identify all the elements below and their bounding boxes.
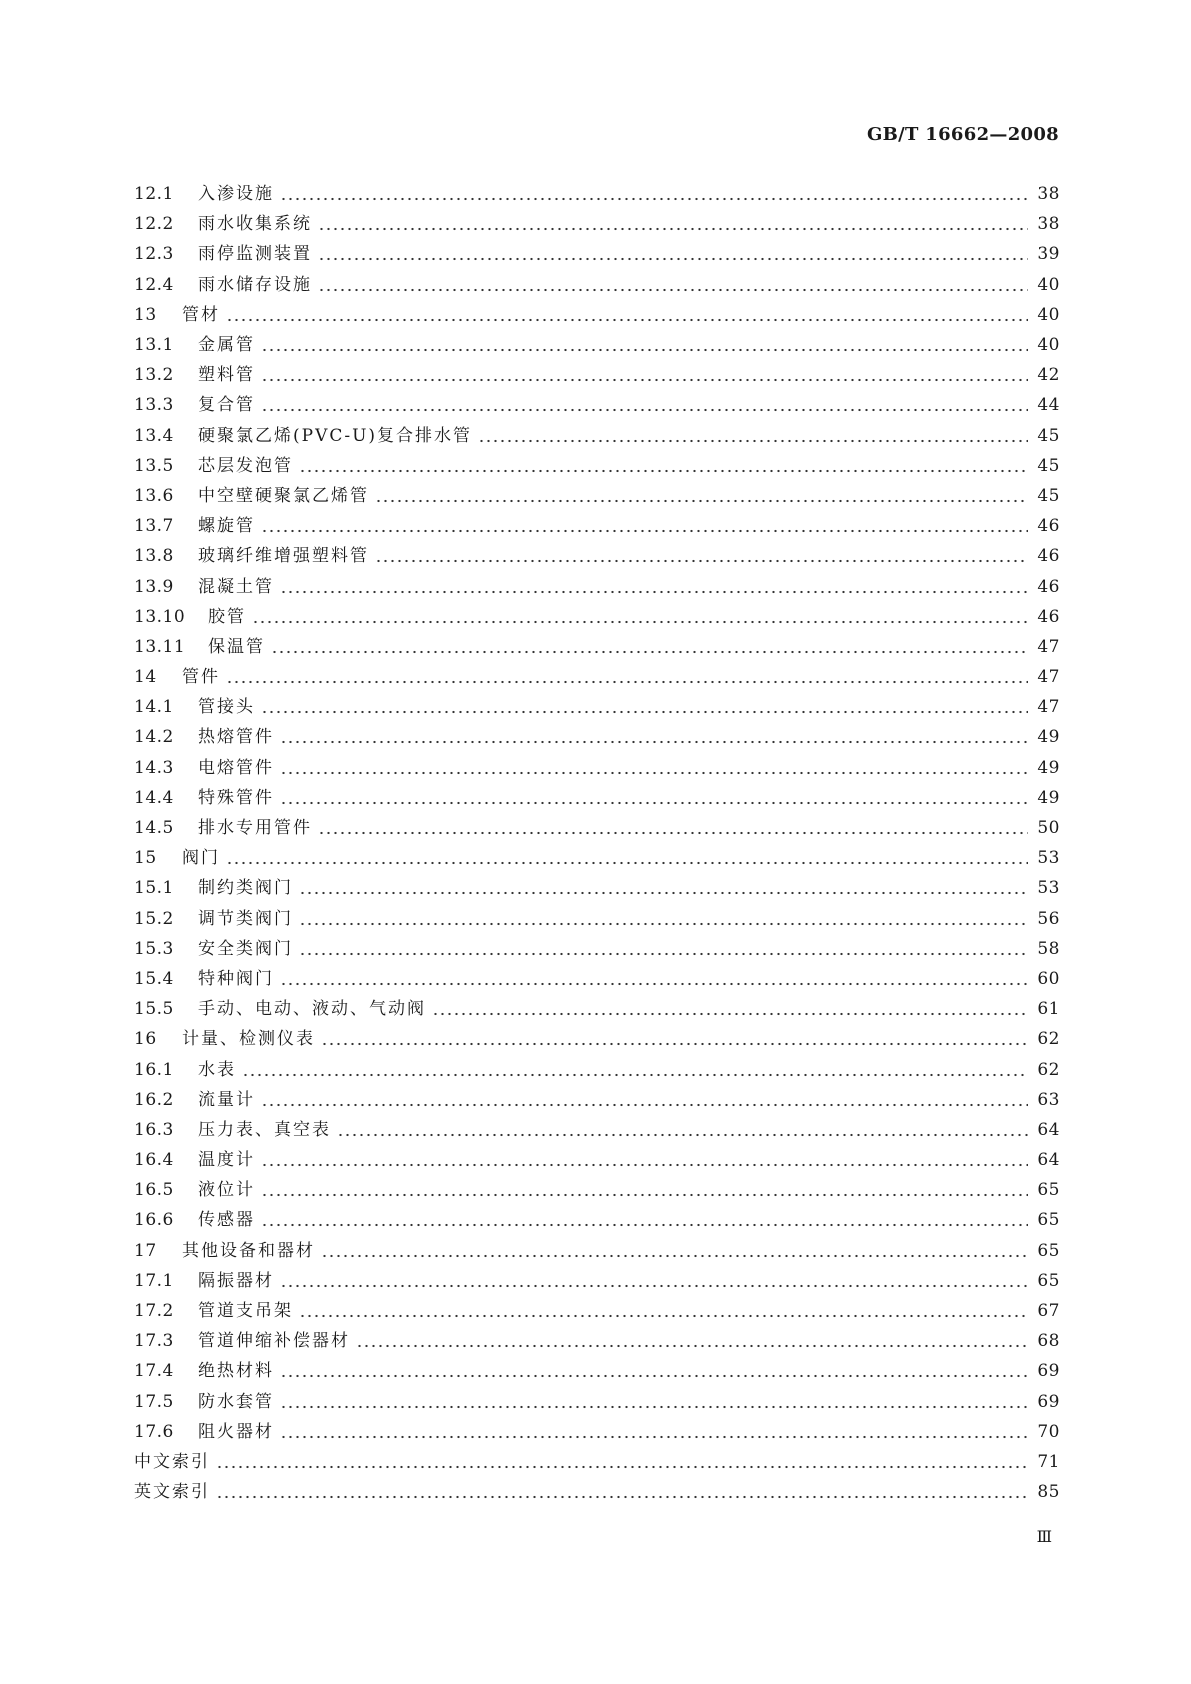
toc-dot-leader <box>261 348 1028 352</box>
toc-entry-title: 塑料管 <box>198 365 255 386</box>
toc-entry-page: 62 <box>1037 1059 1060 1080</box>
toc-dot-leader <box>280 1435 1028 1439</box>
toc-entry <box>134 1175 1060 1205</box>
toc-entry-number: 16.6 <box>134 1210 174 1231</box>
toc-entry-title: 阻火器材 <box>198 1421 274 1442</box>
toc-entry-number: 17.4 <box>134 1361 174 1382</box>
toc-entry-title: 金属管 <box>198 335 255 356</box>
toc-entry-title: 特种阀门 <box>198 968 274 989</box>
toc-entry <box>134 571 1060 601</box>
toc-entry-number: 15.5 <box>134 999 174 1020</box>
toc-entry-title: 手动、电动、液动、气动阀 <box>198 999 426 1020</box>
toc-entry <box>134 1115 1060 1145</box>
toc-entry-number: 16.5 <box>134 1180 174 1201</box>
toc-dot-leader <box>261 1103 1028 1107</box>
toc-entry <box>134 451 1060 481</box>
toc-entry-page: 69 <box>1037 1361 1060 1382</box>
toc-entry <box>134 1387 1060 1417</box>
toc-dot-leader <box>299 1314 1028 1318</box>
toc-entry-title: 调节类阀门 <box>198 908 293 929</box>
toc-dot-leader <box>216 1495 1028 1499</box>
table-of-contents <box>134 179 1060 1507</box>
toc-dot-leader <box>478 439 1028 443</box>
toc-entry-page: 71 <box>1037 1451 1060 1472</box>
toc-entry-number: 13.11 <box>134 636 186 657</box>
toc-entry-title: 阀门 <box>182 848 220 869</box>
toc-entry-page: 40 <box>1037 335 1060 356</box>
toc-entry-page: 64 <box>1037 1119 1060 1140</box>
toc-entry <box>134 783 1060 813</box>
toc-entry-title: 管道伸缩补偿器材 <box>198 1331 350 1352</box>
toc-entry-title: 胶管 <box>208 606 246 627</box>
toc-entry-number: 13.6 <box>134 485 174 506</box>
toc-entry-title: 制约类阀门 <box>198 878 293 899</box>
toc-dot-leader <box>216 1465 1028 1469</box>
toc-dot-leader <box>261 529 1028 533</box>
toc-dot-leader <box>318 257 1028 261</box>
toc-entry-page: 39 <box>1037 244 1060 265</box>
toc-entry-page: 69 <box>1037 1391 1060 1412</box>
toc-entry <box>134 270 1060 300</box>
toc-entry <box>134 602 1060 632</box>
toc-dot-leader <box>318 831 1028 835</box>
toc-entry-page: 45 <box>1037 455 1060 476</box>
toc-dot-leader <box>280 590 1028 594</box>
toc-entry-title: 管接头 <box>198 697 255 718</box>
standard-code-header: GB/T 16662—2008 <box>866 124 1059 145</box>
toc-dot-leader <box>271 650 1028 654</box>
toc-entry <box>134 1024 1060 1054</box>
toc-entry <box>134 934 1060 964</box>
toc-dot-leader <box>375 499 1028 503</box>
toc-dot-leader <box>299 469 1028 473</box>
toc-entry <box>134 360 1060 390</box>
toc-entry-number: 13.4 <box>134 425 174 446</box>
toc-entry <box>134 1326 1060 1356</box>
toc-entry <box>134 662 1060 692</box>
toc-dot-leader <box>337 1133 1028 1137</box>
toc-entry <box>134 481 1060 511</box>
toc-entry-page: 40 <box>1037 304 1060 325</box>
toc-entry-number: 16.4 <box>134 1150 174 1171</box>
toc-entry-title: 入渗设施 <box>198 184 274 205</box>
toc-entry <box>134 1356 1060 1386</box>
toc-dot-leader <box>356 1344 1028 1348</box>
toc-entry-page: 47 <box>1037 697 1060 718</box>
toc-dot-leader <box>318 288 1028 292</box>
toc-entry-page: 46 <box>1037 516 1060 537</box>
toc-entry-page: 61 <box>1037 999 1060 1020</box>
toc-entry <box>134 964 1060 994</box>
toc-entry-title: 温度计 <box>198 1150 255 1171</box>
toc-entry-title: 保温管 <box>208 636 265 657</box>
toc-entry-title: 混凝土管 <box>198 576 274 597</box>
toc-entry-number: 13.9 <box>134 576 174 597</box>
toc-entry-number: 14.5 <box>134 818 174 839</box>
toc-entry-number: 13.8 <box>134 546 174 567</box>
toc-entry <box>134 753 1060 783</box>
toc-entry-number: 14.2 <box>134 727 174 748</box>
toc-dot-leader <box>280 801 1028 805</box>
toc-entry-page: 45 <box>1037 485 1060 506</box>
toc-entry-title: 隔振器材 <box>198 1270 274 1291</box>
toc-entry-title: 计量、检测仪表 <box>182 1029 315 1050</box>
toc-entry-title: 硬聚氯乙烯(PVC-U)复合排水管 <box>198 425 473 446</box>
toc-entry-number: 13.1 <box>134 335 174 356</box>
toc-entry-title: 排水专用管件 <box>198 818 312 839</box>
toc-entry-number: 12.4 <box>134 274 174 295</box>
toc-entry-page: 60 <box>1037 968 1060 989</box>
toc-entry-page: 42 <box>1037 365 1060 386</box>
toc-entry-number: 14 <box>134 667 157 688</box>
toc-entry <box>134 179 1060 209</box>
toc-entry-number: 12.1 <box>134 184 174 205</box>
toc-entry-title: 安全类阀门 <box>198 938 293 959</box>
toc-entry <box>134 239 1060 269</box>
toc-entry-number: 17.6 <box>134 1421 174 1442</box>
toc-entry <box>134 692 1060 722</box>
toc-entry-number: 17.3 <box>134 1331 174 1352</box>
toc-entry <box>134 1236 1060 1266</box>
toc-entry <box>134 511 1060 541</box>
toc-entry-page: 40 <box>1037 274 1060 295</box>
toc-entry-number: 13 <box>134 304 157 325</box>
toc-entry-title: 电熔管件 <box>198 757 274 778</box>
toc-dot-leader <box>226 861 1028 865</box>
toc-entry <box>134 421 1060 451</box>
toc-entry-title: 复合管 <box>198 395 255 416</box>
toc-dot-leader <box>321 1254 1028 1258</box>
toc-entry-title: 特殊管件 <box>198 787 274 808</box>
toc-dot-leader <box>280 1374 1028 1378</box>
toc-entry-page: 63 <box>1037 1089 1060 1110</box>
toc-entry-title: 玻璃纤维增强塑料管 <box>198 546 369 567</box>
toc-entry-page: 53 <box>1037 848 1060 869</box>
toc-entry-number: 15.1 <box>134 878 174 899</box>
toc-entry-page: 65 <box>1037 1180 1060 1201</box>
toc-entry-page: 46 <box>1037 546 1060 567</box>
toc-entry-title: 绝热材料 <box>198 1361 274 1382</box>
toc-entry-page: 65 <box>1037 1240 1060 1261</box>
toc-entry-title: 雨水储存设施 <box>198 274 312 295</box>
toc-entry-page: 56 <box>1037 908 1060 929</box>
toc-dot-leader <box>299 891 1028 895</box>
toc-dot-leader <box>261 408 1028 412</box>
toc-entry-page: 50 <box>1037 818 1060 839</box>
toc-entry-title: 中空壁硬聚氯乙烯管 <box>198 485 369 506</box>
toc-entry-page: 53 <box>1037 878 1060 899</box>
toc-entry <box>134 1417 1060 1447</box>
toc-entry-number: 14.3 <box>134 757 174 778</box>
toc-entry-title: 压力表、真空表 <box>198 1119 331 1140</box>
toc-entry-number: 15.4 <box>134 968 174 989</box>
toc-entry-number: 16.3 <box>134 1119 174 1140</box>
toc-dot-leader <box>280 1405 1028 1409</box>
toc-entry <box>134 300 1060 330</box>
toc-entry-page: 70 <box>1037 1421 1060 1442</box>
toc-entry-page: 62 <box>1037 1029 1060 1050</box>
toc-entry-title: 螺旋管 <box>198 516 255 537</box>
toc-entry-page: 49 <box>1037 727 1060 748</box>
toc-entry-title: 管件 <box>182 667 220 688</box>
toc-dot-leader <box>252 620 1028 624</box>
toc-entry-title: 其他设备和器材 <box>182 1240 315 1261</box>
toc-entry-page: 67 <box>1037 1301 1060 1322</box>
toc-dot-leader <box>299 922 1028 926</box>
toc-entry-title: 芯层发泡管 <box>198 455 293 476</box>
toc-entry-title: 管道支吊架 <box>198 1301 293 1322</box>
toc-entry <box>134 330 1060 360</box>
toc-entry <box>134 904 1060 934</box>
toc-dot-leader <box>242 1073 1028 1077</box>
toc-entry-page: 49 <box>1037 757 1060 778</box>
toc-entry <box>134 1205 1060 1235</box>
toc-entry-number: 16.2 <box>134 1089 174 1110</box>
toc-entry-page: 47 <box>1037 667 1060 688</box>
toc-dot-leader <box>280 982 1028 986</box>
toc-entry-number: 13.10 <box>134 606 186 627</box>
toc-entry <box>134 873 1060 903</box>
toc-entry-number: 13.5 <box>134 455 174 476</box>
toc-dot-leader <box>299 952 1028 956</box>
toc-entry <box>134 1145 1060 1175</box>
toc-entry-number: 14.4 <box>134 787 174 808</box>
toc-entry <box>134 632 1060 662</box>
toc-entry-number: 17.2 <box>134 1301 174 1322</box>
toc-dot-leader <box>280 740 1028 744</box>
toc-entry-page: 46 <box>1037 606 1060 627</box>
toc-entry-page: 49 <box>1037 787 1060 808</box>
toc-entry <box>134 1266 1060 1296</box>
toc-entry-number: 13.3 <box>134 395 174 416</box>
toc-entry <box>134 722 1060 752</box>
toc-entry-title: 中文索引 <box>134 1451 210 1472</box>
toc-entry-number: 15.2 <box>134 908 174 929</box>
toc-entry <box>134 994 1060 1024</box>
toc-entry <box>134 1447 1060 1477</box>
toc-entry-page: 46 <box>1037 576 1060 597</box>
toc-dot-leader <box>261 710 1028 714</box>
toc-entry-title: 流量计 <box>198 1089 255 1110</box>
toc-entry-number: 16 <box>134 1029 157 1050</box>
toc-dot-leader <box>318 227 1028 231</box>
page-number-footer: Ⅲ <box>1036 1527 1052 1546</box>
toc-dot-leader <box>226 318 1028 322</box>
toc-entry-number: 17.1 <box>134 1270 174 1291</box>
toc-entry-page: 38 <box>1037 214 1060 235</box>
toc-dot-leader <box>261 378 1028 382</box>
toc-entry <box>134 813 1060 843</box>
toc-entry-title: 雨水收集系统 <box>198 214 312 235</box>
toc-entry <box>134 843 1060 873</box>
toc-entry-page: 68 <box>1037 1331 1060 1352</box>
toc-dot-leader <box>261 1193 1028 1197</box>
toc-entry-number: 12.2 <box>134 214 174 235</box>
toc-entry-number: 17.5 <box>134 1391 174 1412</box>
toc-entry-number: 17 <box>134 1240 157 1261</box>
toc-entry-number: 15.3 <box>134 938 174 959</box>
toc-dot-leader <box>261 1163 1028 1167</box>
toc-entry <box>134 209 1060 239</box>
toc-entry-number: 16.1 <box>134 1059 174 1080</box>
toc-dot-leader <box>321 1042 1028 1046</box>
toc-entry <box>134 541 1060 571</box>
toc-entry-page: 65 <box>1037 1210 1060 1231</box>
toc-entry-page: 45 <box>1037 425 1060 446</box>
toc-entry-page: 38 <box>1037 184 1060 205</box>
toc-entry <box>134 1477 1060 1507</box>
toc-entry-page: 58 <box>1037 938 1060 959</box>
toc-dot-leader <box>375 559 1028 563</box>
toc-dot-leader <box>280 771 1028 775</box>
toc-entry-number: 12.3 <box>134 244 174 265</box>
toc-dot-leader <box>432 1012 1028 1016</box>
toc-entry-number: 14.1 <box>134 697 174 718</box>
toc-entry <box>134 1085 1060 1115</box>
toc-entry-number: 15 <box>134 848 157 869</box>
toc-entry-number: 13.7 <box>134 516 174 537</box>
toc-entry-title: 传感器 <box>198 1210 255 1231</box>
toc-entry-title: 水表 <box>198 1059 236 1080</box>
toc-entry-page: 85 <box>1037 1482 1060 1503</box>
toc-entry-title: 英文索引 <box>134 1482 210 1503</box>
toc-dot-leader <box>280 197 1028 201</box>
toc-entry-page: 64 <box>1037 1150 1060 1171</box>
toc-entry-title: 管材 <box>182 304 220 325</box>
toc-entry-page: 44 <box>1037 395 1060 416</box>
toc-entry-title: 液位计 <box>198 1180 255 1201</box>
toc-entry-title: 防水套管 <box>198 1391 274 1412</box>
toc-dot-leader <box>261 1223 1028 1227</box>
toc-entry <box>134 1054 1060 1084</box>
toc-entry <box>134 390 1060 420</box>
toc-entry-title: 雨停监测装置 <box>198 244 312 265</box>
toc-entry-page: 65 <box>1037 1270 1060 1291</box>
toc-entry-page: 47 <box>1037 636 1060 657</box>
toc-entry-number: 13.2 <box>134 365 174 386</box>
toc-entry <box>134 1296 1060 1326</box>
toc-dot-leader <box>226 680 1028 684</box>
toc-dot-leader <box>280 1284 1028 1288</box>
toc-entry-title: 热熔管件 <box>198 727 274 748</box>
